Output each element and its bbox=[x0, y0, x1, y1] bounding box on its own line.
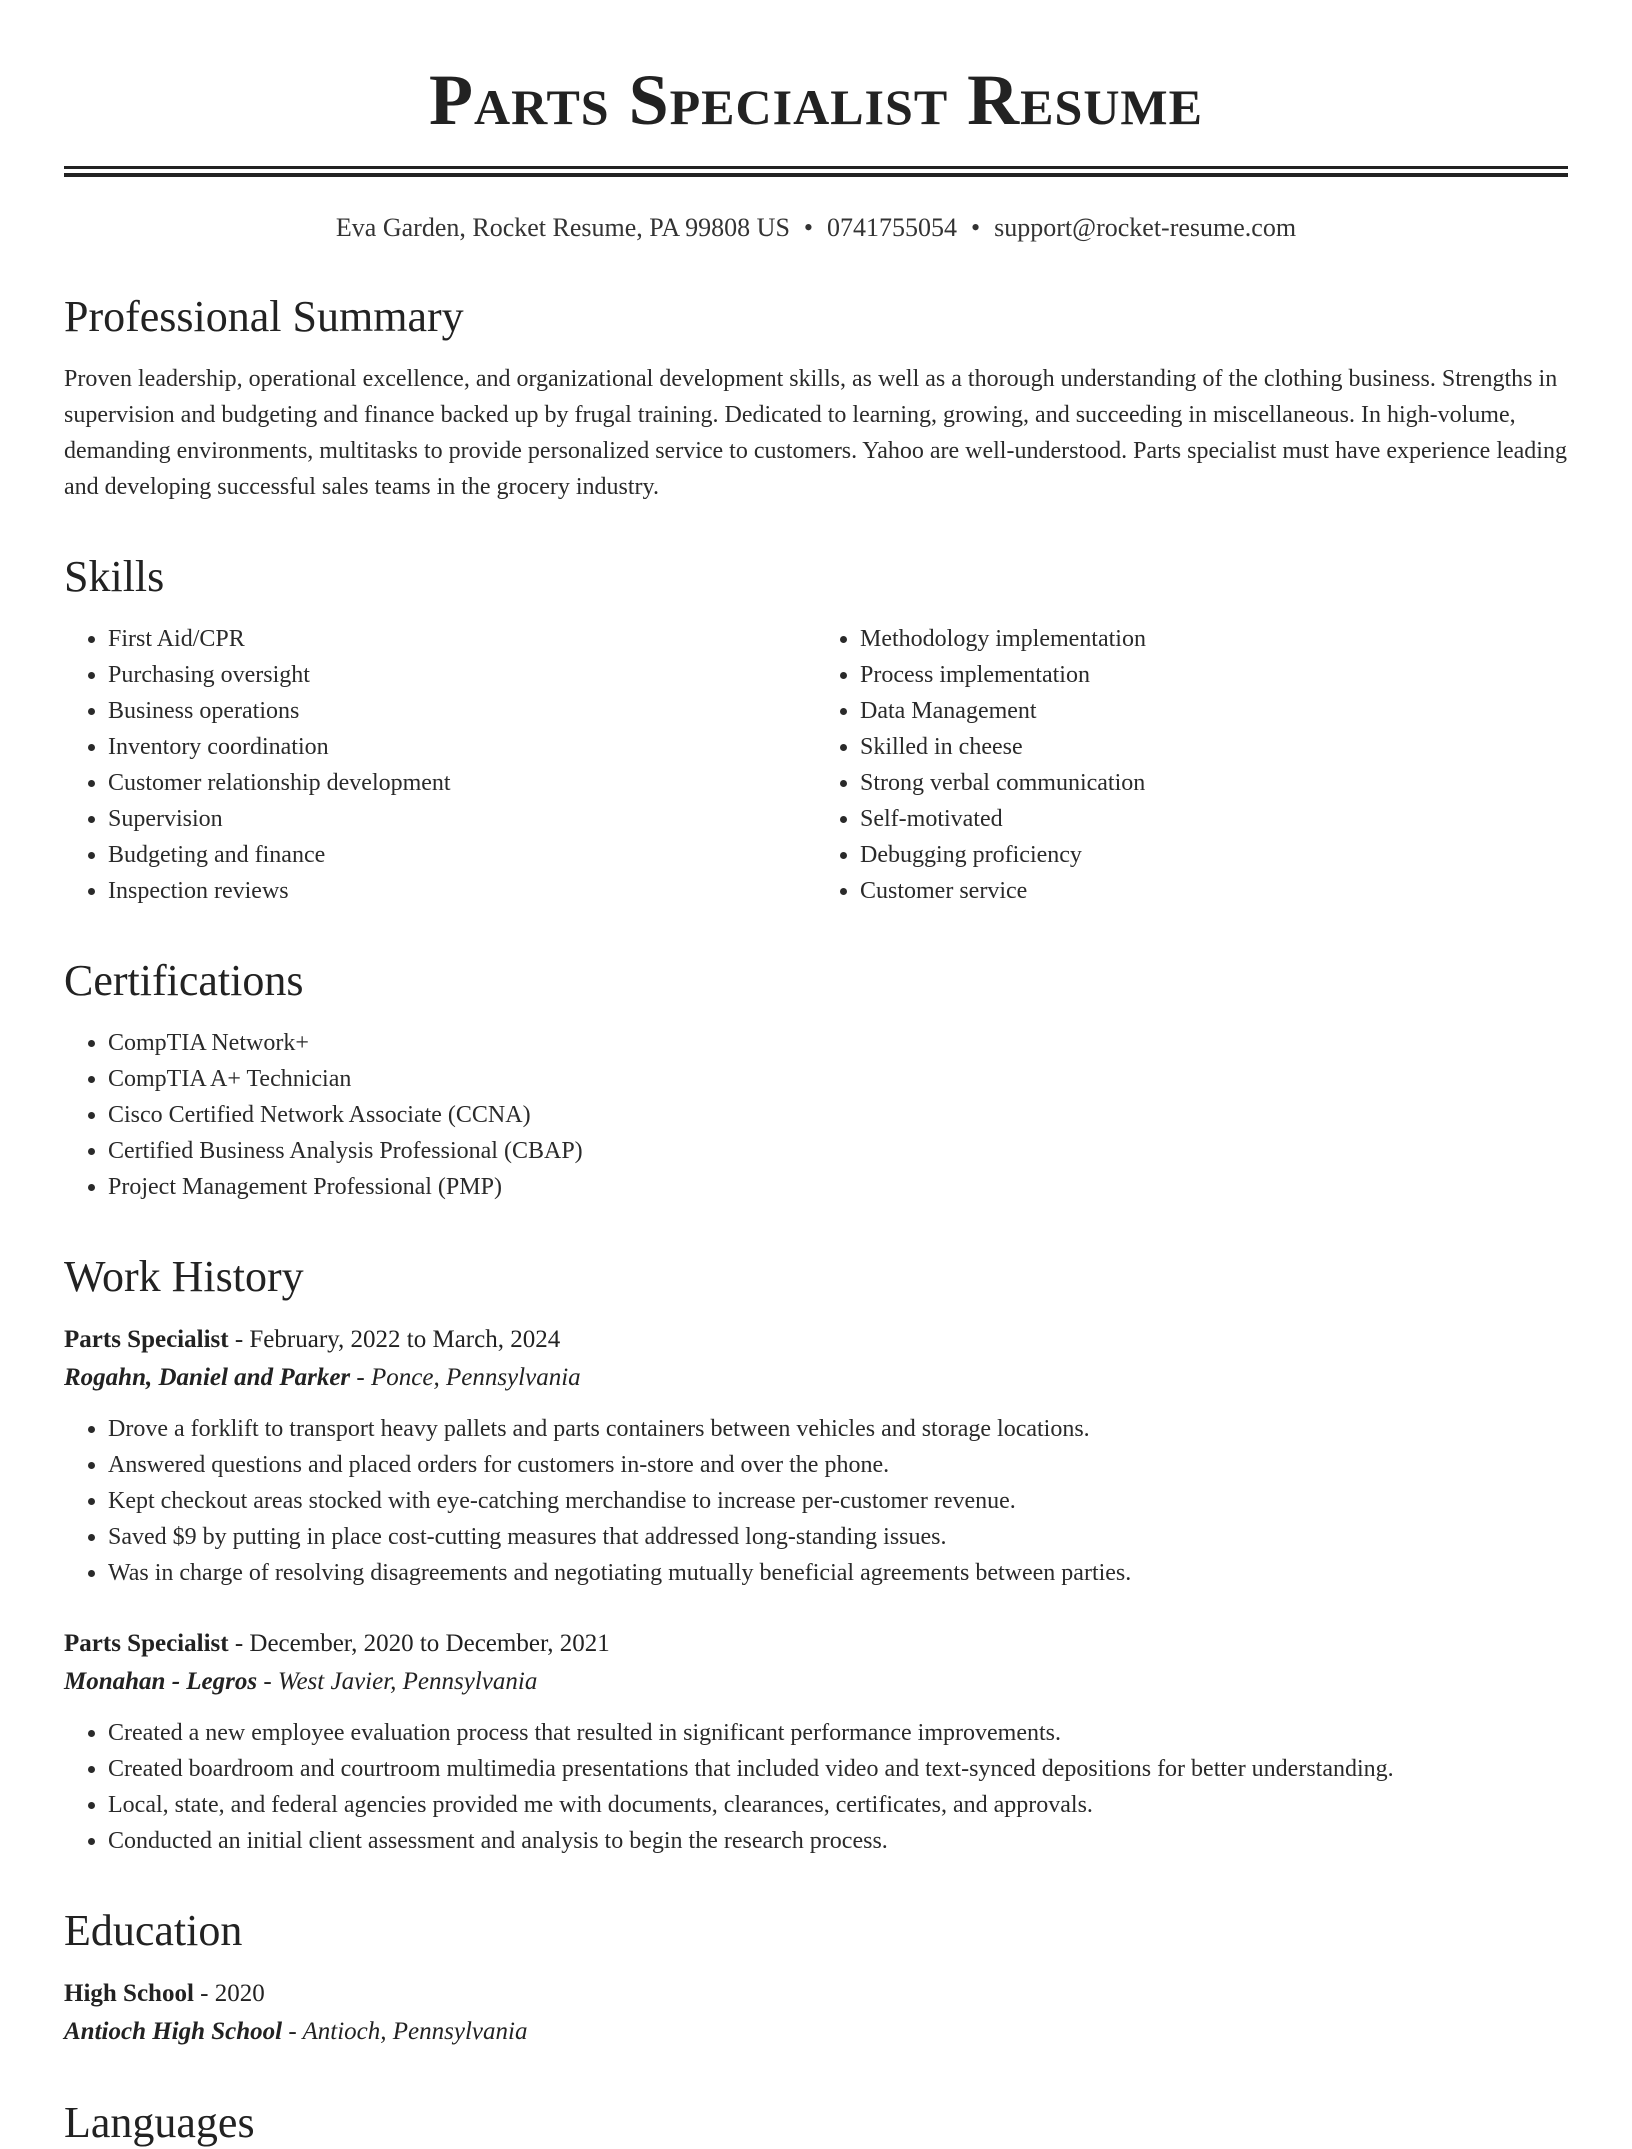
job-dates: - February, 2022 to March, 2024 bbox=[228, 1326, 561, 1353]
skill-item: • Strong verbal communication bbox=[860, 765, 1568, 801]
skills-heading: Skills bbox=[64, 552, 165, 601]
job-company: Monahan - Legros bbox=[64, 1668, 258, 1695]
job-location: - Ponce, Pennsylvania bbox=[350, 1364, 581, 1391]
skills-list-right bbox=[816, 621, 1568, 909]
skills-list-left bbox=[64, 621, 816, 909]
certification-item: • Project Management Professional (PMP) bbox=[108, 1169, 1568, 1205]
skill-item: • Budgeting and finance bbox=[108, 837, 816, 873]
job-duty-item: • Created boardroom and courtroom multimedia presentations that included video and text-synced depositions for better understanding. bbox=[108, 1751, 1568, 1787]
job-duty-item: • Was in charge of resolving disagreements and negotiating mutually beneficial agreements between parties. bbox=[108, 1555, 1568, 1591]
job-header bbox=[64, 1321, 1568, 1359]
job-duty-item: • Kept checkout areas stocked with eye-catching merchandise to increase per-customer revenue. bbox=[108, 1483, 1568, 1519]
certification-item: • CompTIA Network+ bbox=[108, 1025, 1568, 1061]
skill-item: • Methodology implementation bbox=[860, 621, 1568, 657]
job-company: Rogahn, Daniel and Parker bbox=[64, 1364, 351, 1391]
job-entry bbox=[64, 1321, 1568, 1591]
skill-item: • Debugging proficiency bbox=[860, 837, 1568, 873]
certification-item: • Certified Business Analysis Professional (CBAP) bbox=[108, 1133, 1568, 1169]
skill-item: • Data Management bbox=[860, 693, 1568, 729]
certifications-heading: Certifications bbox=[64, 956, 304, 1005]
contact-separator: • bbox=[803, 213, 814, 242]
resume-title: Parts Specialist Resume bbox=[429, 60, 1203, 140]
skill-item: • Purchasing oversight bbox=[108, 657, 816, 693]
job-duty-item: • Saved $9 by putting in place cost-cutting measures that addressed long-standing issues. bbox=[108, 1519, 1568, 1555]
education-location: - Antioch, Pennsylvania bbox=[282, 2018, 528, 2045]
job-duties-list bbox=[64, 1411, 1568, 1591]
job-employer bbox=[64, 1359, 1568, 1397]
certification-item: • CompTIA A+ Technician bbox=[108, 1061, 1568, 1097]
job-duty-item: • Answered questions and placed orders for customers in-store and over the phone. bbox=[108, 1447, 1568, 1483]
job-header bbox=[64, 1625, 1568, 1663]
job-duties-list bbox=[64, 1715, 1568, 1859]
job-duty-item: • Conducted an initial client assessment and analysis to begin the research process. bbox=[108, 1823, 1568, 1859]
skill-item: • Customer relationship development bbox=[108, 765, 816, 801]
job-dates: - December, 2020 to December, 2021 bbox=[228, 1630, 610, 1657]
job-title: Parts Specialist bbox=[64, 1630, 229, 1657]
education-year: - 2020 bbox=[193, 1980, 265, 2007]
skill-item: • Customer service bbox=[860, 873, 1568, 909]
contact-separator: • bbox=[971, 213, 981, 242]
contact-phone: 0741755054 bbox=[827, 213, 958, 242]
skill-item: • Inspection reviews bbox=[108, 873, 816, 909]
summary-text: Proven leadership, operational excellence, and organizational development skills, as well as a thorough understanding of the clothing business. Strengths in supervision and budgeting and finance backed up by frugal training. Dedicated to learning, growing, and succeeding in miscellaneous. In high-volume, demanding environments, multitasks to provide personalized service to customers. Yahoo are well-understood. Parts specialist must have experience leading and developing successful sales teams in the grocery industry. bbox=[64, 366, 1567, 500]
certification-item: • Cisco Certified Network Associate (CCNA) bbox=[108, 1097, 1568, 1133]
work-history-heading: Work History bbox=[64, 1252, 304, 1301]
summary-heading: Professional Summary bbox=[64, 292, 464, 341]
skill-item: • Process implementation bbox=[860, 657, 1568, 693]
skill-item: • Self-motivated bbox=[860, 801, 1568, 837]
certifications-list bbox=[64, 1025, 1568, 1205]
contact-line bbox=[64, 211, 1568, 245]
education-school-name: Antioch High School bbox=[64, 2018, 283, 2045]
job-duty-item: • Drove a forklift to transport heavy pallets and parts containers between vehicles and storage locations. bbox=[108, 1411, 1568, 1447]
education-heading: Education bbox=[64, 1906, 243, 1955]
skill-item: • Business operations bbox=[108, 693, 816, 729]
skills-columns bbox=[64, 621, 1568, 909]
contact-email[interactable]: support@rocket-resume.com bbox=[994, 213, 1297, 242]
job-duty-item: • Created a new employee evaluation process that resulted in significant performance improvements. bbox=[108, 1715, 1568, 1751]
contact-address: Eva Garden, Rocket Resume, PA 99808 US bbox=[335, 213, 790, 242]
job-location: - West Javier, Pennsylvania bbox=[257, 1668, 538, 1695]
languages-heading: Languages bbox=[64, 2098, 255, 2147]
education-degree: High School bbox=[64, 1980, 194, 2007]
job-employer bbox=[64, 1663, 1568, 1701]
skill-item: • First Aid/CPR bbox=[108, 621, 816, 657]
job-title: Parts Specialist bbox=[64, 1326, 229, 1353]
skill-item: • Supervision bbox=[108, 801, 816, 837]
job-duty-item: • Local, state, and federal agencies provided me with documents, clearances, certificates, and approvals. bbox=[108, 1787, 1568, 1823]
education-school bbox=[64, 2013, 1568, 2051]
job-entry bbox=[64, 1625, 1568, 1859]
skill-item: • Skilled in cheese bbox=[860, 729, 1568, 765]
skill-item: • Inventory coordination bbox=[108, 729, 816, 765]
education-header bbox=[64, 1975, 1568, 2013]
title-divider bbox=[64, 166, 1568, 177]
